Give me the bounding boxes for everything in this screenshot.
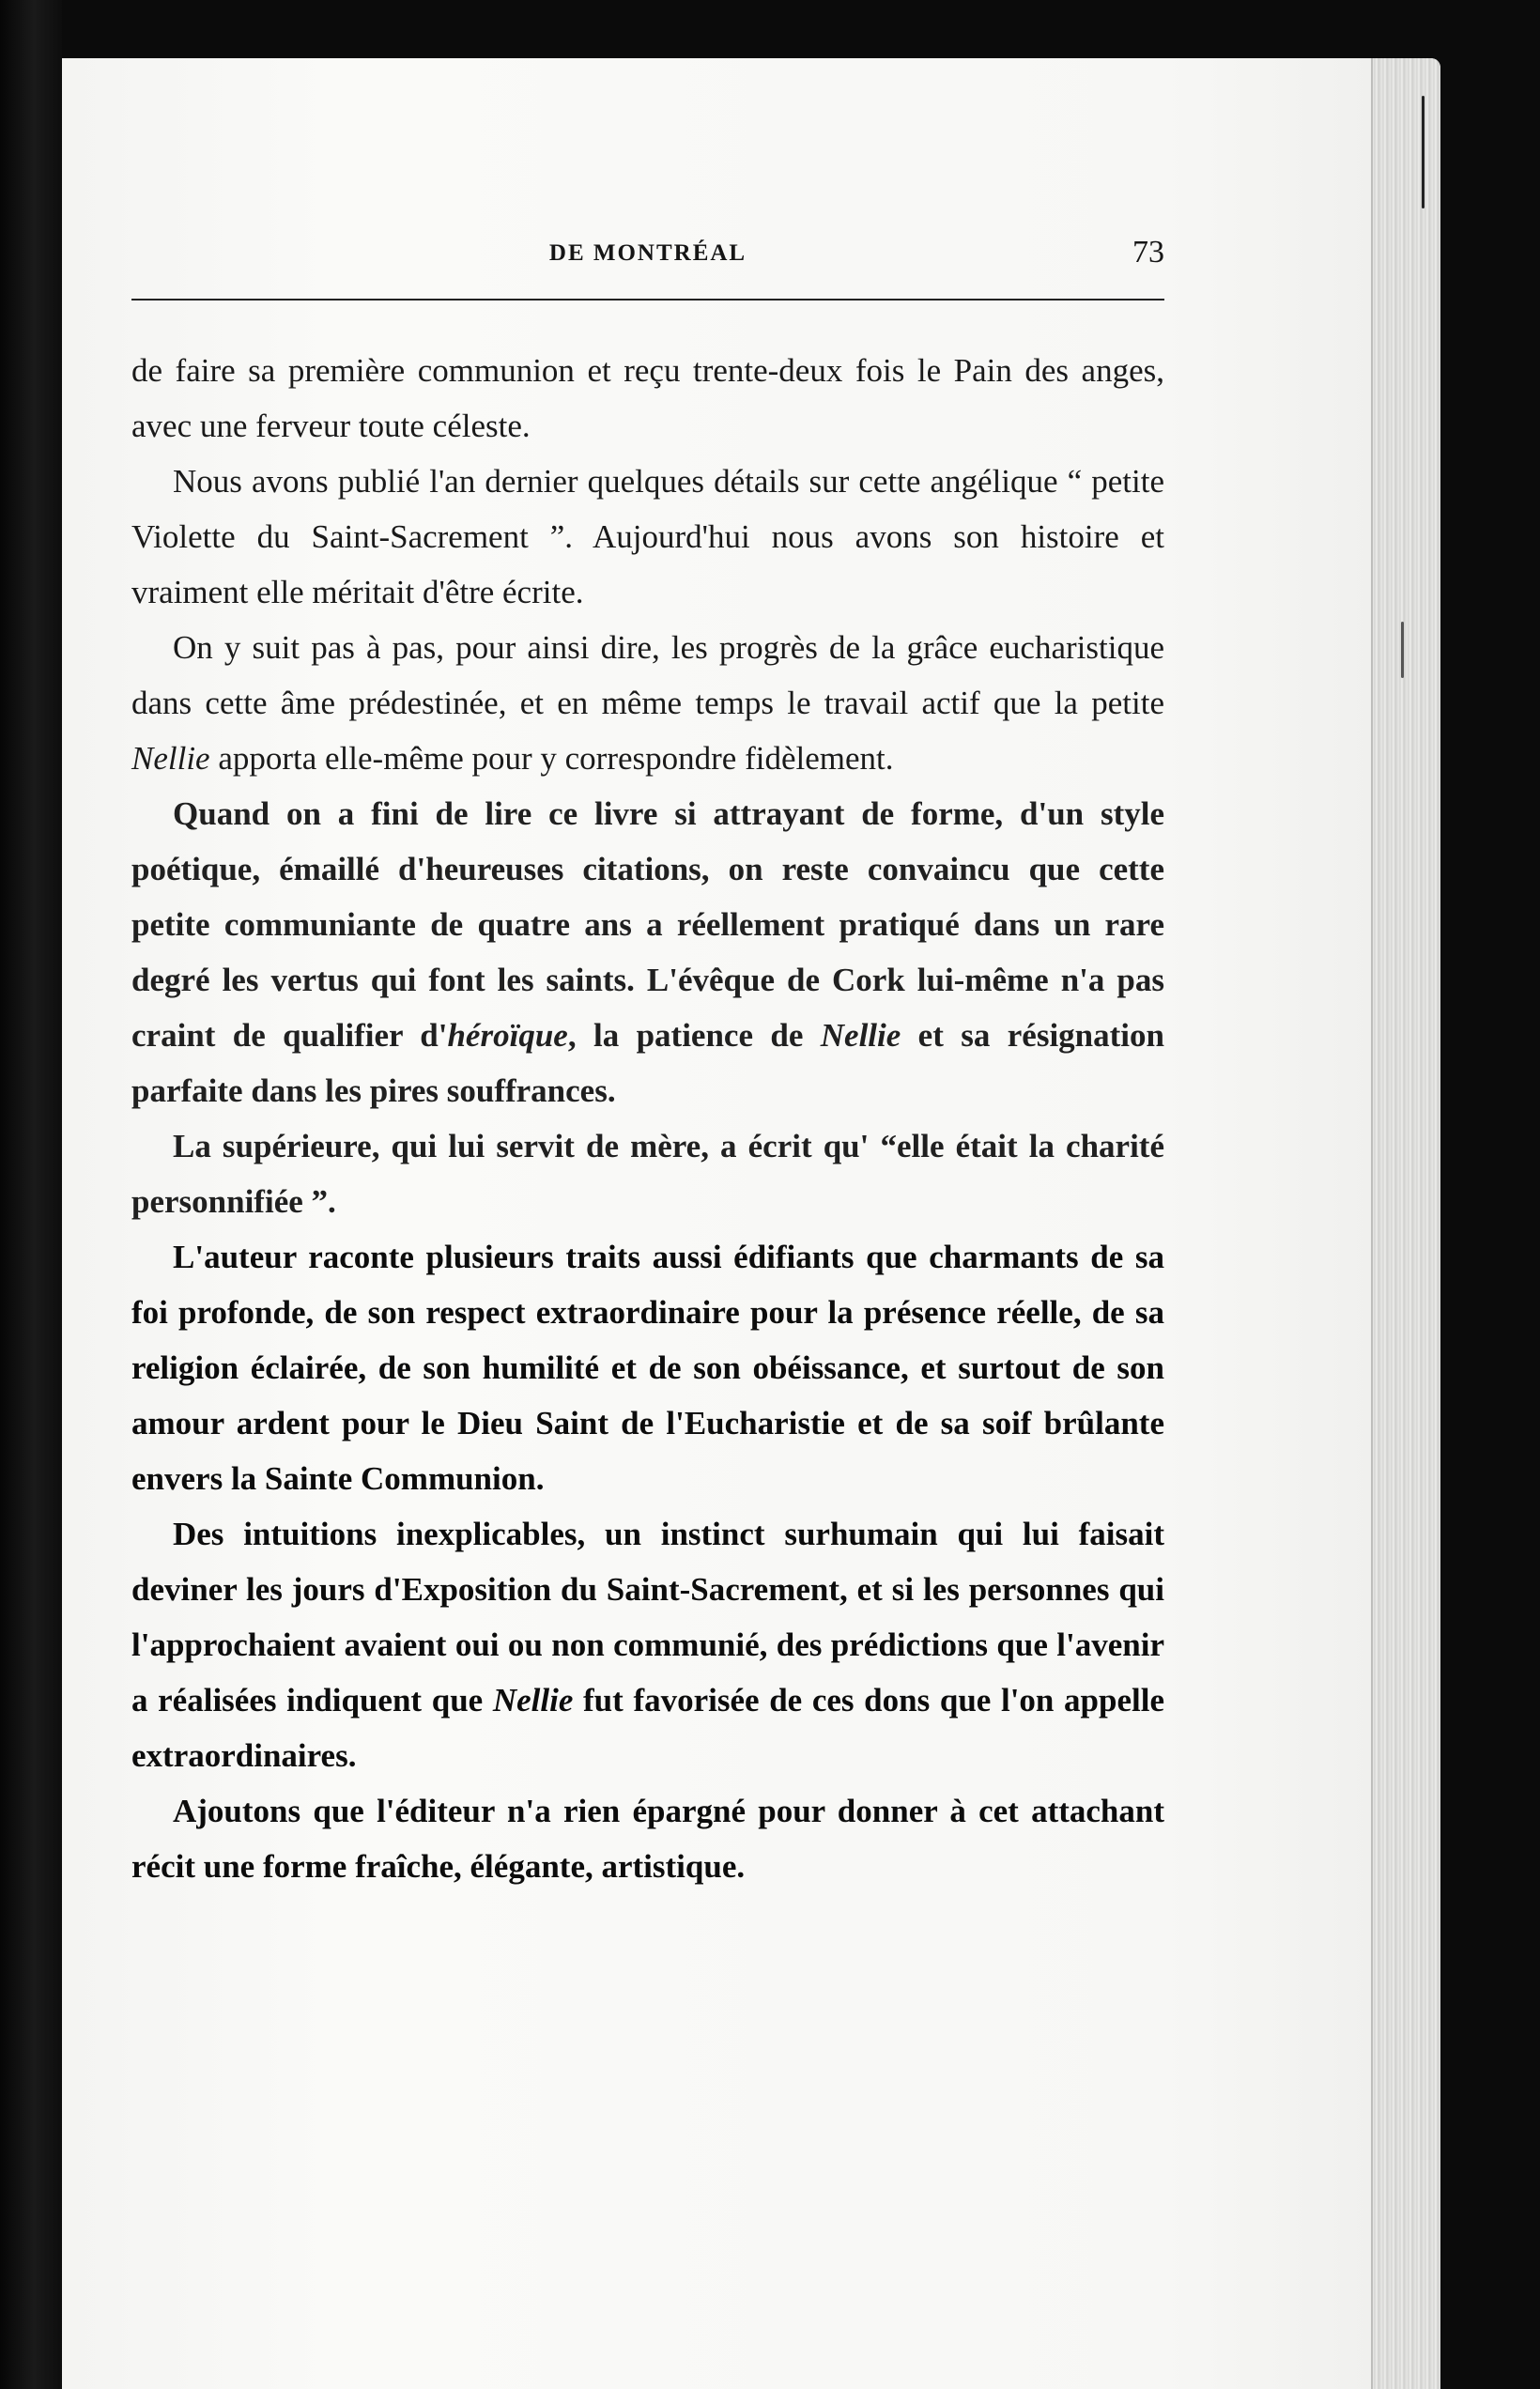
book-binding — [0, 0, 62, 2389]
paragraph: Ajoutons que l'éditeur n'a rien épargné pour donner à cet attachant récit une forme fraîche, élégante, artistique. — [131, 1793, 1164, 1885]
paragraph-text: apporta elle-même pour y correspondre fidèlement. — [209, 740, 894, 777]
page-edges — [1371, 58, 1440, 2389]
paragraph — [131, 786, 1164, 1118]
paragraph-text: Des intuitions inexplicables, un instinct surhumain qui lui faisait deviner les jours d'Exposition du Saint-Sacrement, et si les personnes qui l'approchaient avaient oui ou non communié, des prédictions que l'avenir a réalisées indiquent que — [131, 1516, 1164, 1719]
running-head — [131, 237, 1164, 274]
italic-name: Nellie — [131, 740, 210, 777]
paragraph — [131, 1506, 1164, 1783]
italic-name: Nellie — [820, 1017, 901, 1054]
edge-mark — [1401, 622, 1404, 678]
body-text — [131, 343, 1164, 1894]
paragraph: L'auteur raconte plusieurs traits aussi édifiants que charmants de sa foi profonde, de son respect extraordinaire pour la présence réelle, de sa religion éclairée, de son humilité et de son obéissance, et surtout de son amour ardent pour le Dieu Saint de l'Eucharistie et de sa soif brûlante envers la Sainte Communion. — [131, 1239, 1164, 1497]
italic-name: Nellie — [492, 1682, 574, 1719]
paragraph — [131, 620, 1164, 786]
running-title: DE MONTRÉAL — [548, 240, 747, 266]
edge-mark — [1422, 96, 1424, 208]
paragraph: de faire sa première communion et reçu trente-deux fois le Pain des anges, avec une ferveur toute céleste. — [131, 352, 1164, 444]
paragraph-text: On y suit pas à pas, pour ainsi dire, les progrès de la grâce eucharistique dans cette âme prédestinée, et en même temps le travail actif que la petite — [131, 629, 1164, 721]
paragraph: Nous avons publié l'an dernier quelques détails sur cette angélique “ petite Violette du Saint-Sacrement ”. Aujourd'hui nous avons son histoire et vraiment elle méritait d'être écrite. — [131, 463, 1164, 610]
paragraph-text: , la patience de — [567, 1017, 821, 1054]
italic-word: héroïque — [447, 1017, 568, 1054]
paragraph-text: Quand on a fini de lire ce livre si attrayant de forme, d'un style poétique, émaillé d'heureuses citations, on reste convaincu que cette petite communiante de quatre ans a réellement pratiqué dans un rare degré les vertus qui font les saints. L'évêque de Cork lui-même n'a pas craint de qualifier d' — [131, 795, 1164, 1054]
paragraph-text: fut favorisée de ces dons que l'on appelle extraordinaires. — [131, 1682, 1164, 1774]
page-number: 73 — [1132, 235, 1164, 270]
paragraph: La supérieure, qui lui servit de mère, a écrit qu' “elle était la charité personnifiée ”. — [131, 1128, 1164, 1220]
header-rule — [131, 299, 1164, 301]
paragraph-text: et sa résignation parfaite dans les pires souffrances. — [131, 1017, 1164, 1109]
